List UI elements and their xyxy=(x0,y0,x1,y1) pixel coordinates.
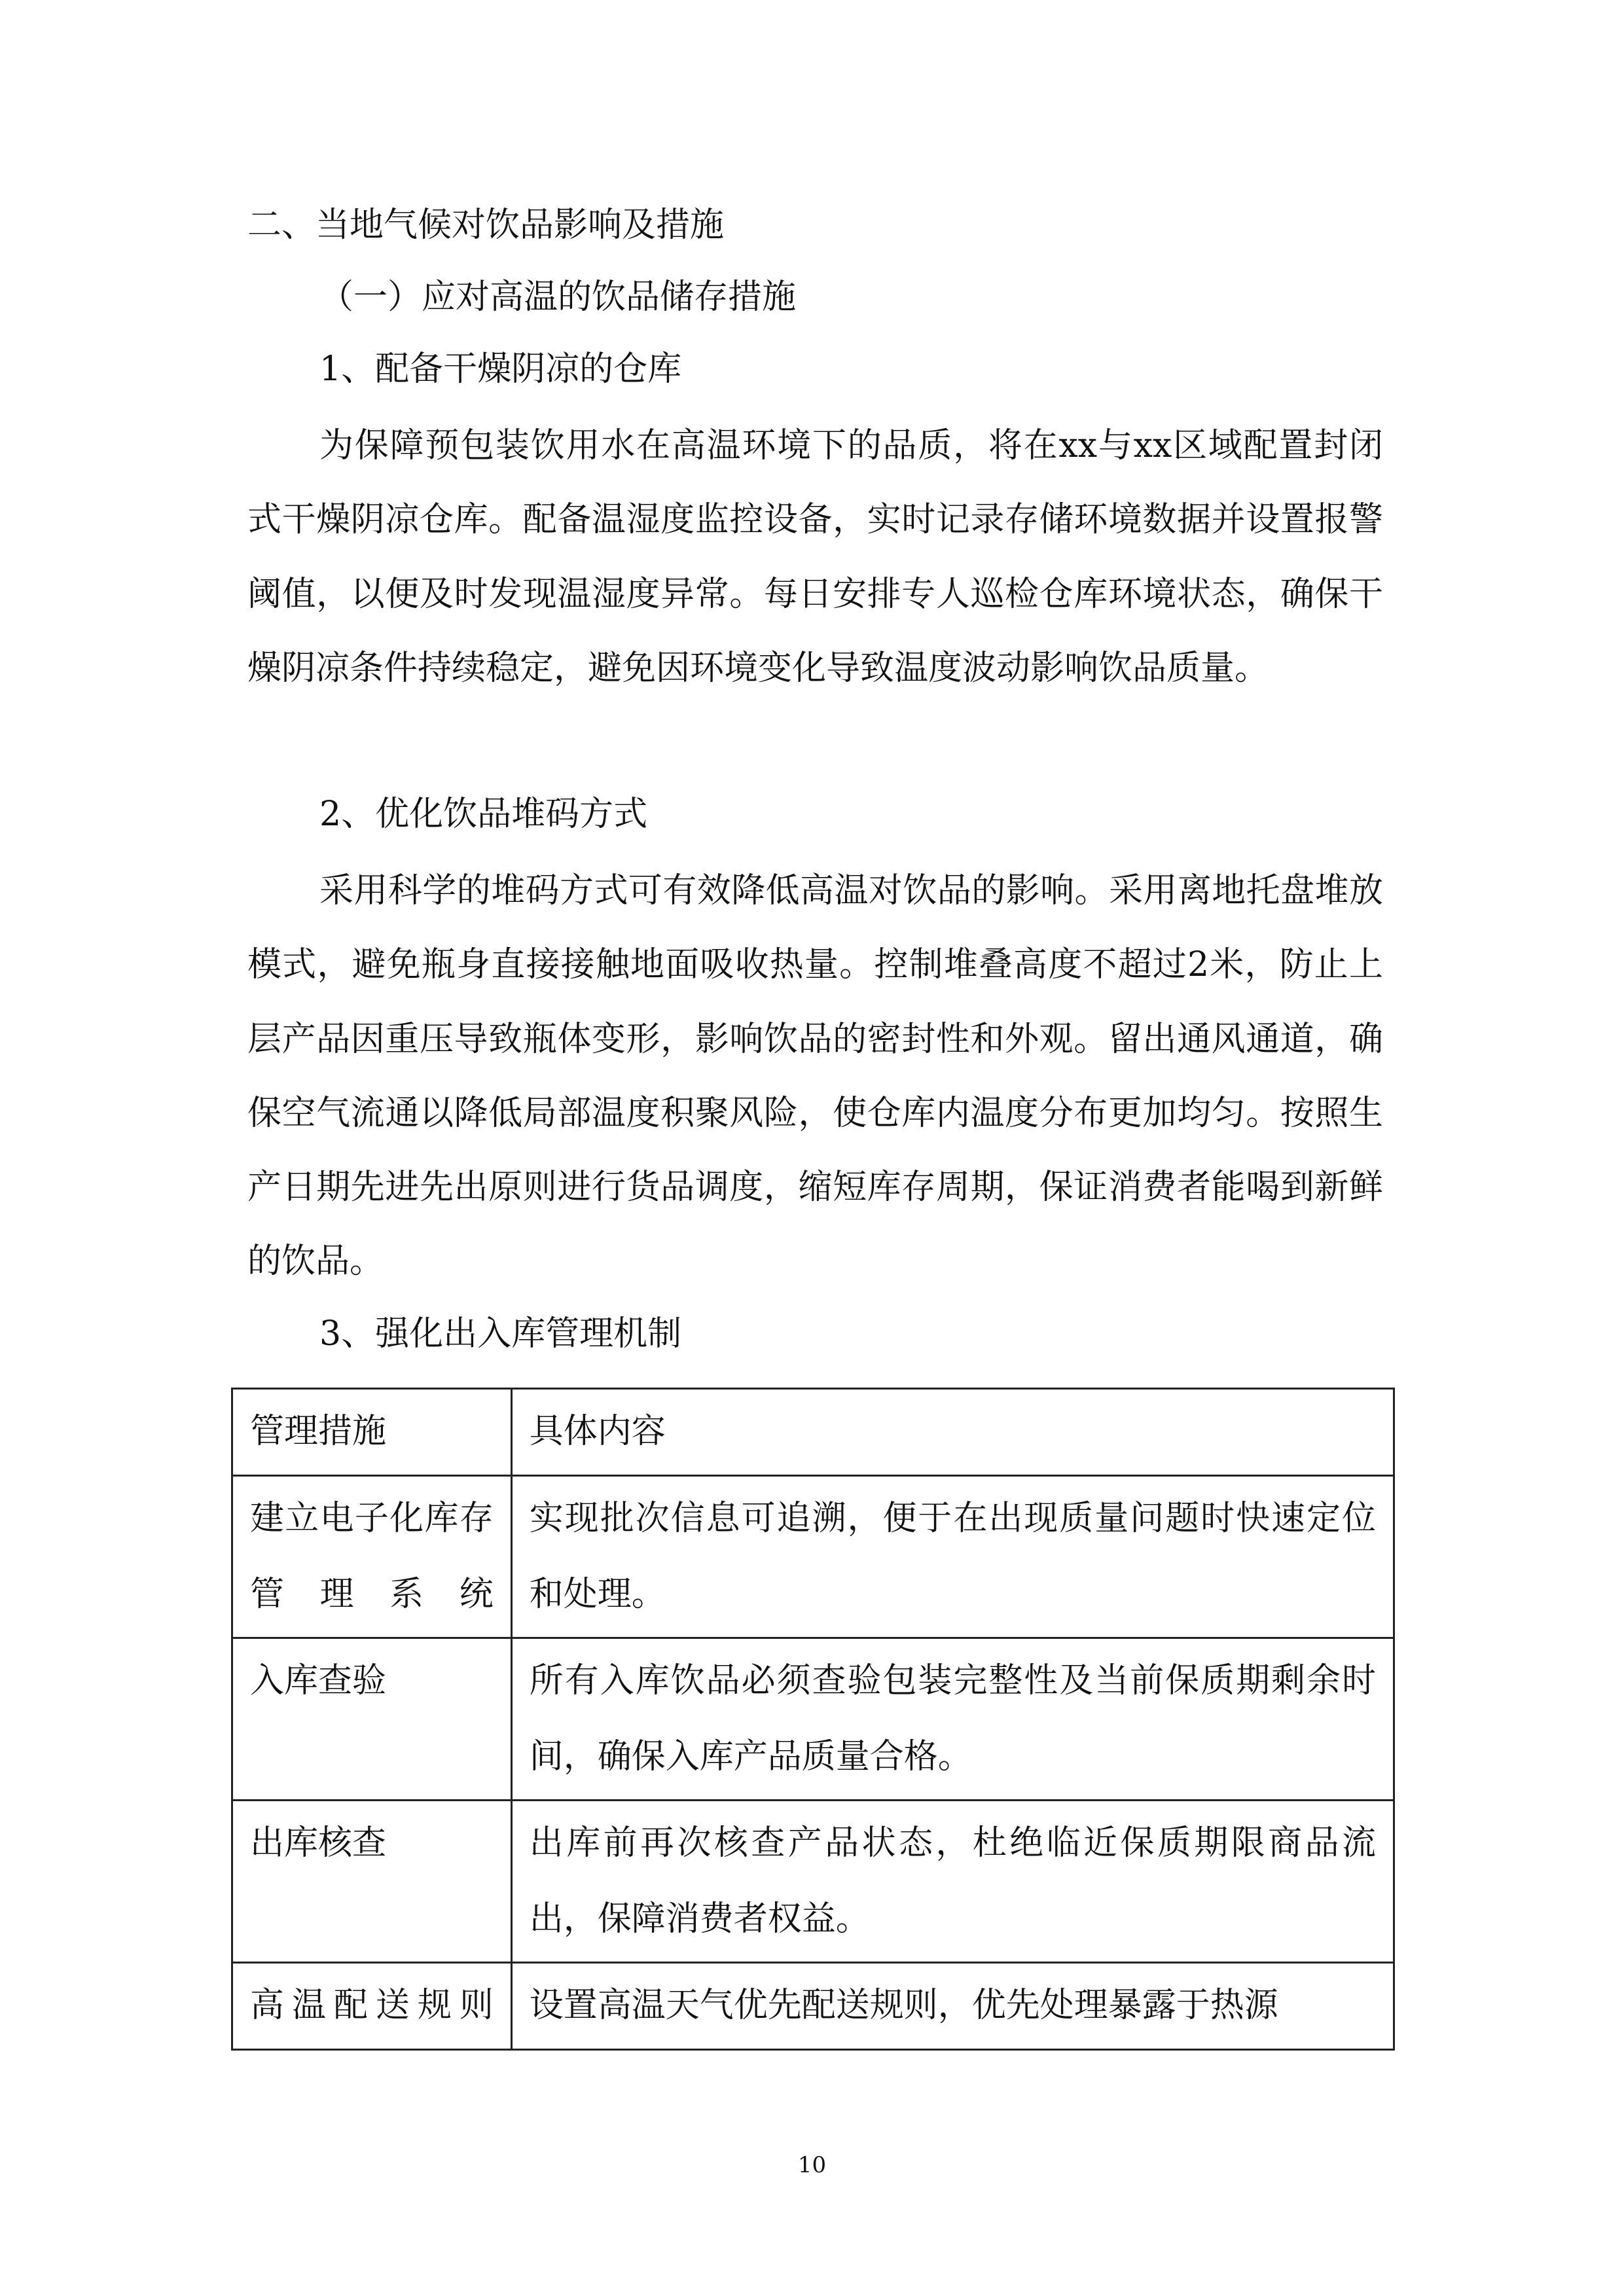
item-2-title: 2、优化饮品堆码方式 xyxy=(319,795,648,834)
table-header-row xyxy=(232,1389,1394,1476)
table-header-cell: 管理措施 xyxy=(232,1389,512,1476)
section-heading: 二、当地气候对饮品影响及措施 xyxy=(247,206,725,245)
table-cell-measure: 高温配送规则 xyxy=(232,1963,512,2050)
table-cell-content: 所有入库饮品必须查验包装完整性及当前保质期剩余时间，确保入库产品质量合格。 xyxy=(511,1638,1394,1801)
table-row xyxy=(232,1638,1394,1801)
subsection-heading: （一）应对高温的饮品储存措施 xyxy=(319,278,797,317)
page-number: 10 xyxy=(797,2152,827,2178)
table-cell-content: 实现批次信息可追溯，便于在出现质量问题时快速定位和处理。 xyxy=(511,1476,1394,1638)
management-table xyxy=(231,1388,1395,2051)
table-row xyxy=(232,1476,1394,1638)
item-2-paragraph: 采用科学的堆码方式可有效降低高温对饮品的影响。采用离地托盘堆放模式，避免瓶身直接接触地面吸收热量。控制堆叠高度不超过2米，防止上层产品因重压导致瓶体变形，影响饮品的密封性和外观。留出通风通道，确保空气流通以降低局部温度积聚风险，使仓库内温度分布更加均匀。按照生产日期先进先出原则进行货品调度，缩短库存周期，保证消费者能喝到新鲜的饮品。 xyxy=(247,871,1383,1282)
table-cell-measure: 出库核查 xyxy=(232,1801,512,1963)
item-3-title: 3、强化出入库管理机制 xyxy=(319,1314,682,1354)
table-cell-content: 设置高温天气优先配送规则，优先处理暴露于热源 xyxy=(511,1963,1394,2050)
item-1-paragraph: 为保障预包装饮用水在高温环境下的品质，将在xx与xx区域配置封闭式干燥阴凉仓库。配备温湿度监控设备，实时记录存储环境数据并设置报警阈值，以便及时发现温湿度异常。每日安排专人巡检仓库环境状态，确保干燥阴凉条件持续稳定，避免因环境变化导致温度波动影响饮品质量。 xyxy=(247,426,1383,688)
table-cell-measure: 建立电子化库存管理系统 xyxy=(232,1476,512,1638)
table-cell-content: 出库前再次核查产品状态，杜绝临近保质期限商品流出，保障消费者权益。 xyxy=(511,1801,1394,1963)
item-1-title: 1、配备干燥阴凉的仓库 xyxy=(319,350,682,389)
table-row xyxy=(232,1801,1394,1963)
table-header-cell: 具体内容 xyxy=(511,1389,1394,1476)
table-row xyxy=(232,1963,1394,2050)
table-cell-measure: 入库查验 xyxy=(232,1638,512,1801)
